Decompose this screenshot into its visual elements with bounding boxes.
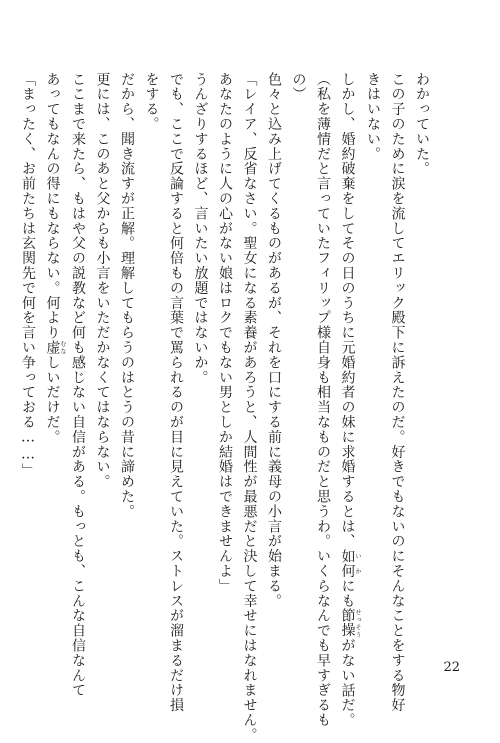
text-segment: がない話だ。 bbox=[339, 638, 356, 728]
ruby-annotation bbox=[339, 608, 361, 639]
text-line: でも、ここで反論すると何倍もの言葉で罵られるのが目に見えていた。ストレスが溜まるだけ損 bbox=[168, 72, 184, 713]
ruby-reading: いか bbox=[354, 548, 361, 579]
text-line: 色々と込み上げてくるものがあるが、それを口にする前に義母の小言が始まる。 bbox=[266, 72, 282, 609]
ruby-annotation bbox=[44, 340, 66, 356]
text-line: きはいない。 bbox=[365, 72, 381, 162]
text-line: だから、聞き流すが正解。理解してもらうのはとうの昔に諦めた。 bbox=[119, 72, 135, 519]
text-line: （私を薄情だと言っていたフィリップ様自身も相当なものだと思うわ。いくらなんでも早すぎるも bbox=[315, 72, 331, 728]
ruby-reading: せっそう bbox=[354, 608, 361, 639]
text-line: の） bbox=[290, 72, 307, 102]
text-line: あなたのように人の心がない娘はロクでもない男としか結婚はできませんよ」 bbox=[217, 72, 233, 594]
ruby-base: 節操 bbox=[339, 608, 356, 639]
vertical-text-body bbox=[16, 72, 435, 743]
ruby-base: 虚 bbox=[44, 340, 61, 356]
text-segment: しかし、婚約破棄をしてその日のうちに元婚約者の妹に求婚するとは、 bbox=[339, 72, 356, 549]
text-line: 「レイア、反省なさい。聖女になる素養があろうと、人間性が最悪だと決して幸せにはなれません。 bbox=[241, 72, 258, 743]
text-segment: しいだけだ。 bbox=[44, 355, 61, 445]
text-line: 更には、このあと父からも小言をいただかなくてはならない。 bbox=[94, 72, 111, 490]
text-line: をする。 bbox=[143, 72, 160, 132]
text-line: ここまで来たら、もはや父の説教など何も感じない自信がある。もっとも、こんな自信なんて bbox=[70, 72, 86, 698]
page-number: 22 bbox=[443, 660, 460, 675]
text-line bbox=[40, 72, 66, 632]
ruby-base: 如何 bbox=[339, 548, 356, 579]
text-segment: にも bbox=[339, 578, 356, 609]
text-line: 「まったく、お前たちは玄関先で何を言い争っておる……」 bbox=[20, 72, 36, 479]
text-line: この子のために涙を流してエリック殿下に訴えたのだ。好きでもないのにそんなことをする物好 bbox=[389, 72, 406, 713]
ruby-annotation bbox=[339, 548, 361, 579]
ruby-reading: むな bbox=[59, 340, 66, 356]
text-segment: あってもなんの得にもならない。何より bbox=[44, 72, 61, 341]
text-line bbox=[335, 72, 361, 728]
text-line: うんざりするほど、言いたい放題ではないか。 bbox=[192, 72, 209, 385]
text-line: わかっていた。 bbox=[414, 72, 430, 177]
